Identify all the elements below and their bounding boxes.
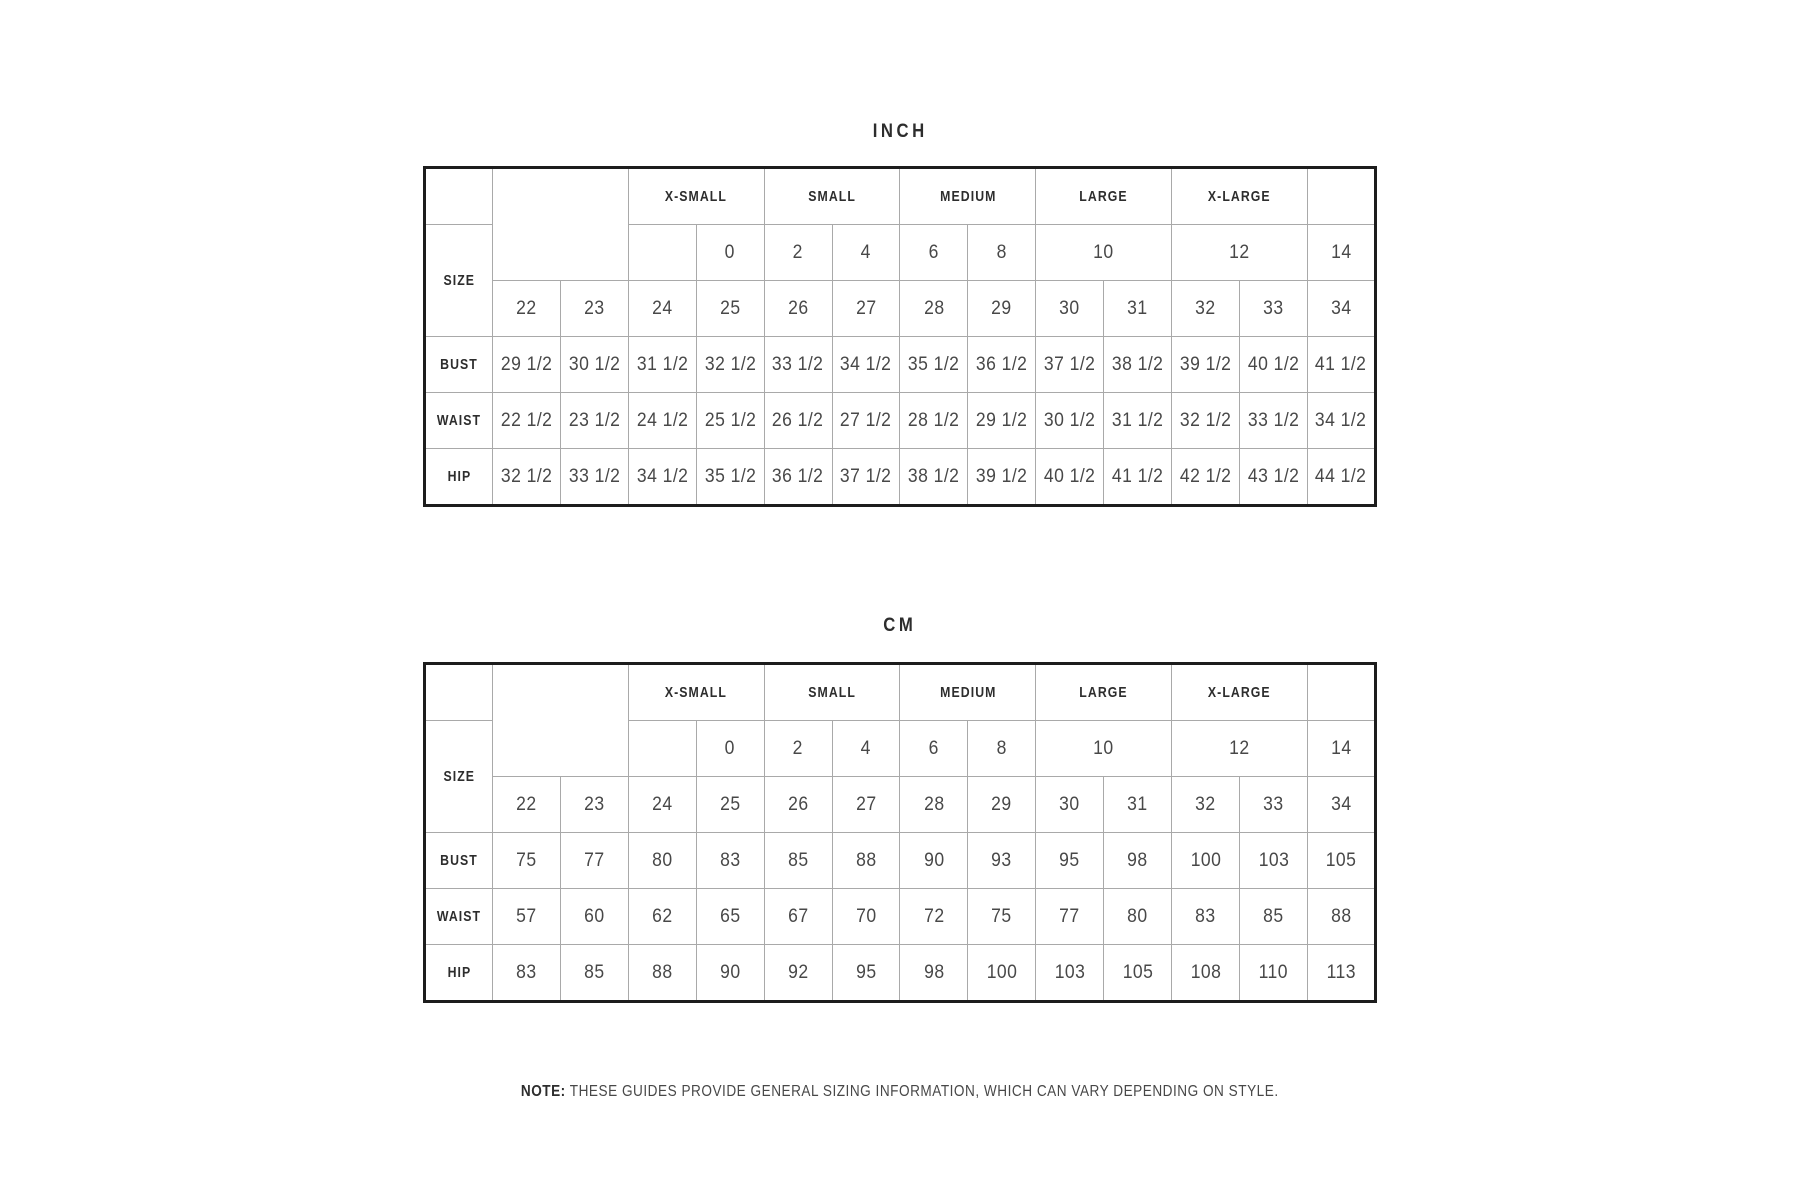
cm-bust-value-cell-9-text: 98 xyxy=(1127,849,1148,871)
inch-waist-value-cell-4 xyxy=(764,393,832,449)
inch-us-size-cell-0-text: 0 xyxy=(725,241,736,263)
cm-us-size-cell-1-text: 2 xyxy=(792,737,804,759)
inch-size-name-cell-2-text: MEDIUM xyxy=(939,187,997,205)
cm-numeric-size-cell-3 xyxy=(696,777,764,833)
inch-bust-value-cell-5 xyxy=(832,337,900,393)
inch-size-name-cell-3-text: LARGE xyxy=(1079,187,1128,205)
cm-hip-value-cell-12-text: 113 xyxy=(1326,961,1356,983)
cm-numeric-size-cell-2-text: 24 xyxy=(652,793,673,815)
cm-waist-value-cell-10-text: 83 xyxy=(1195,905,1216,927)
inch-us-size-cell-7 xyxy=(1307,225,1375,281)
inch-hip-value-cell-4-text: 36 1/2 xyxy=(772,465,824,487)
cm-bust-value-cell-2-text: 80 xyxy=(652,849,673,871)
inch-waist-value-cell-6 xyxy=(900,393,968,449)
inch-us-size-cell-6-text: 12 xyxy=(1229,241,1250,263)
cm-bust-value-cell-1 xyxy=(560,833,628,889)
inch-hip-value-cell-2-text: 34 1/2 xyxy=(636,465,688,487)
inch-waist-value-cell-9-text: 31 1/2 xyxy=(1111,409,1164,431)
cm-waist-value-cell-8-text: 77 xyxy=(1059,905,1080,927)
inch-us-size-cell-0 xyxy=(696,225,764,281)
cm-bust-value-cell-12-text: 105 xyxy=(1325,849,1357,871)
inch-bust-value-cell-6 xyxy=(900,337,968,393)
inch-size-name-cell-4 xyxy=(1172,168,1308,225)
cm-bust-value-cell-2 xyxy=(628,833,696,889)
inch-bust-value-cell-0-text: 29 1/2 xyxy=(500,353,553,375)
inch-numeric-size-cell-5 xyxy=(832,281,900,337)
inch-hip-value-cell-2 xyxy=(628,449,696,506)
cm-bust-value-cell-12 xyxy=(1307,833,1375,889)
inch-numeric-size-cell-10 xyxy=(1172,281,1240,337)
cm-bust-value-cell-3-text: 83 xyxy=(719,849,741,871)
inch-hip-value-cell-7 xyxy=(968,449,1036,506)
inch-bust-value-cell-7-text: 36 1/2 xyxy=(976,353,1028,375)
cm-waist-value-cell-5-text: 70 xyxy=(855,905,877,927)
inch-bust-value-cell-5-text: 34 1/2 xyxy=(840,353,892,375)
cm-numeric-size-cell-11-text: 33 xyxy=(1263,793,1284,815)
inch-size-name-cell-2 xyxy=(900,168,1036,225)
inch-hip-value-cell-6-text: 38 1/2 xyxy=(908,465,960,487)
inch-us-size-cell-5 xyxy=(1036,225,1172,281)
cm-corner-cell xyxy=(425,664,493,721)
cm-size-name-cell-0-text: X-SMALL xyxy=(665,683,728,701)
cm-numeric-size-cell-12 xyxy=(1307,777,1375,833)
cm-numeric-size-cell-4 xyxy=(764,777,832,833)
sizing-note-text xyxy=(521,1082,1279,1102)
cm-blank-header-cell-right xyxy=(1307,664,1375,721)
inch-us-size-cell-3 xyxy=(900,225,968,281)
cm-size-row-label-text: SIZE xyxy=(443,767,475,785)
cm-waist-value-cell-9-text: 80 xyxy=(1127,905,1148,927)
inch-size-name-cell-1-text: SMALL xyxy=(808,187,856,205)
cm-hip-value-cell-4 xyxy=(764,945,832,1002)
cm-numeric-size-cell-12-text: 34 xyxy=(1330,793,1352,815)
inch-hip-value-cell-3-text: 35 1/2 xyxy=(704,465,756,487)
inch-numeric-size-cell-12 xyxy=(1307,281,1375,337)
inch-numeric-size-cell-10-text: 32 xyxy=(1195,297,1216,319)
sizing-note xyxy=(0,1082,1800,1102)
cm-size-name-cell-1-text: SMALL xyxy=(808,683,856,701)
cm-numeric-size-cell-5-text: 27 xyxy=(855,793,877,815)
inch-numeric-size-cell-5-text: 27 xyxy=(855,297,877,319)
inch-numeric-size-cell-8 xyxy=(1036,281,1104,337)
cm-us-size-cell-5 xyxy=(1036,721,1172,777)
cm-bust-row-label-text: BUST xyxy=(440,851,478,869)
inch-waist-value-cell-1-text: 23 1/2 xyxy=(568,409,621,431)
inch-bust-value-cell-11 xyxy=(1240,337,1308,393)
cm-hip-row-label xyxy=(425,945,493,1002)
cm-us-size-cell-2 xyxy=(832,721,900,777)
cm-bust-value-cell-1-text: 77 xyxy=(584,849,605,871)
cm-hip-value-cell-10-text: 108 xyxy=(1190,961,1221,983)
inch-waist-row-label xyxy=(425,393,493,449)
inch-hip-value-cell-3 xyxy=(696,449,764,506)
inch-hip-value-cell-5 xyxy=(832,449,900,506)
inch-waist-row-label-text: WAIST xyxy=(436,411,482,429)
cm-waist-value-cell-0-text: 57 xyxy=(516,905,537,927)
inch-waist-value-cell-1 xyxy=(560,393,628,449)
cm-waist-value-cell-7-text: 75 xyxy=(991,905,1013,927)
cm-hip-value-cell-3 xyxy=(696,945,764,1002)
inch-bust-row-label xyxy=(425,337,493,393)
cm-hip-value-cell-3-text: 90 xyxy=(719,961,741,983)
cm-us-size-cell-7 xyxy=(1307,721,1375,777)
inch-bust-value-cell-8-text: 37 1/2 xyxy=(1044,353,1096,375)
cm-waist-value-cell-5 xyxy=(832,889,900,945)
inch-size-name-cell-1 xyxy=(764,168,900,225)
cm-hip-value-cell-1-text: 85 xyxy=(584,961,605,983)
inch-waist-value-cell-11 xyxy=(1240,393,1308,449)
cm-waist-value-cell-6 xyxy=(900,889,968,945)
inch-bust-value-cell-10-text: 39 1/2 xyxy=(1179,353,1232,375)
inch-hip-value-cell-8-text: 40 1/2 xyxy=(1044,465,1096,487)
cm-us-size-cell-7-text: 14 xyxy=(1330,737,1352,759)
inch-bust-value-cell-12 xyxy=(1307,337,1375,393)
inch-hip-value-cell-11 xyxy=(1240,449,1308,506)
cm-waist-value-cell-6-text: 72 xyxy=(923,905,945,927)
cm-numeric-size-cell-10-text: 32 xyxy=(1195,793,1216,815)
inch-numeric-size-cell-2-text: 24 xyxy=(652,297,673,319)
inch-numeric-size-cell-7-text: 29 xyxy=(991,297,1013,319)
cm-waist-value-cell-1 xyxy=(560,889,628,945)
inch-size-name-cell-4-text: X-LARGE xyxy=(1208,187,1271,205)
cm-size-table xyxy=(423,662,1377,1003)
cm-waist-value-cell-12-text: 88 xyxy=(1330,905,1352,927)
inch-numeric-size-cell-12-text: 34 xyxy=(1330,297,1352,319)
inch-waist-value-cell-6-text: 28 1/2 xyxy=(908,409,960,431)
cm-waist-value-cell-7 xyxy=(968,889,1036,945)
cm-hip-value-cell-7 xyxy=(968,945,1036,1002)
inch-bust-value-cell-6-text: 35 1/2 xyxy=(908,353,960,375)
inch-us-size-cell-6 xyxy=(1172,225,1308,281)
cm-size-name-cell-2 xyxy=(900,664,1036,721)
cm-waist-value-cell-3-text: 65 xyxy=(719,905,741,927)
cm-hip-value-cell-9-text: 105 xyxy=(1122,961,1154,983)
inch-size-row-label xyxy=(425,225,493,337)
cm-us-size-cell-0-text: 0 xyxy=(725,737,736,759)
cm-bust-value-cell-8 xyxy=(1036,833,1104,889)
inch-hip-value-cell-10-text: 42 1/2 xyxy=(1179,465,1232,487)
inch-numeric-size-cell-9 xyxy=(1104,281,1172,337)
cm-numeric-size-cell-6 xyxy=(900,777,968,833)
cm-waist-value-cell-0 xyxy=(492,889,560,945)
cm-numeric-size-cell-2 xyxy=(628,777,696,833)
cm-hip-value-cell-1 xyxy=(560,945,628,1002)
cm-bust-value-cell-4-text: 85 xyxy=(787,849,809,871)
cm-size-name-cell-0 xyxy=(628,664,764,721)
inch-size-row-label-text: SIZE xyxy=(443,271,475,289)
cm-hip-value-cell-10 xyxy=(1172,945,1240,1002)
inch-waist-value-cell-10-text: 32 1/2 xyxy=(1179,409,1232,431)
cm-waist-row-label xyxy=(425,889,493,945)
cm-us-size-cell-4-text: 8 xyxy=(996,737,1007,759)
inch-numeric-size-cell-8-text: 30 xyxy=(1059,297,1080,319)
cm-hip-value-cell-5-text: 95 xyxy=(855,961,877,983)
cm-waist-value-cell-9 xyxy=(1104,889,1172,945)
inch-hip-value-cell-5-text: 37 1/2 xyxy=(840,465,892,487)
cm-hip-row-label-text: HIP xyxy=(447,963,471,981)
cm-hip-value-cell-0 xyxy=(492,945,560,1002)
cm-bust-value-cell-11-text: 103 xyxy=(1258,849,1289,871)
cm-us-size-cell-0 xyxy=(696,721,764,777)
inch-waist-value-cell-2-text: 24 1/2 xyxy=(636,409,688,431)
inch-waist-value-cell-2 xyxy=(628,393,696,449)
inch-size-name-cell-3 xyxy=(1036,168,1172,225)
cm-bust-value-cell-0 xyxy=(492,833,560,889)
cm-blank-us-size-cell xyxy=(628,721,696,777)
cm-bust-value-cell-4 xyxy=(764,833,832,889)
cm-bust-value-cell-10-text: 100 xyxy=(1190,849,1221,871)
inch-waist-value-cell-5-text: 27 1/2 xyxy=(840,409,892,431)
cm-numeric-size-cell-3-text: 25 xyxy=(719,793,741,815)
inch-waist-value-cell-0-text: 22 1/2 xyxy=(500,409,553,431)
inch-hip-value-cell-0 xyxy=(492,449,560,506)
cm-bust-value-cell-3 xyxy=(696,833,764,889)
cm-hip-value-cell-2-text: 88 xyxy=(652,961,673,983)
inch-bust-value-cell-2-text: 31 1/2 xyxy=(636,353,688,375)
cm-numeric-size-cell-10 xyxy=(1172,777,1240,833)
cm-hip-value-cell-9 xyxy=(1104,945,1172,1002)
inch-numeric-size-cell-2 xyxy=(628,281,696,337)
cm-bust-value-cell-11 xyxy=(1240,833,1308,889)
inch-hip-value-cell-0-text: 32 1/2 xyxy=(500,465,553,487)
inch-hip-value-cell-12-text: 44 1/2 xyxy=(1315,465,1367,487)
cm-hip-value-cell-12 xyxy=(1307,945,1375,1002)
cm-hip-value-cell-7-text: 100 xyxy=(986,961,1018,983)
cm-bust-value-cell-10 xyxy=(1172,833,1240,889)
inch-hip-value-cell-9 xyxy=(1104,449,1172,506)
inch-bust-value-cell-11-text: 40 1/2 xyxy=(1247,353,1300,375)
cm-hip-value-cell-6-text: 98 xyxy=(923,961,945,983)
inch-us-size-cell-1-text: 2 xyxy=(792,241,804,263)
cm-hip-value-cell-4-text: 92 xyxy=(787,961,809,983)
inch-us-size-cell-2 xyxy=(832,225,900,281)
inch-waist-value-cell-7-text: 29 1/2 xyxy=(976,409,1028,431)
inch-numeric-size-cell-6 xyxy=(900,281,968,337)
cm-hip-value-cell-2 xyxy=(628,945,696,1002)
inch-numeric-size-cell-4 xyxy=(764,281,832,337)
cm-bust-value-cell-7-text: 93 xyxy=(991,849,1013,871)
cm-waist-value-cell-4-text: 67 xyxy=(787,905,809,927)
inch-hip-value-cell-10 xyxy=(1172,449,1240,506)
cm-numeric-size-cell-11 xyxy=(1240,777,1308,833)
inch-size-name-cell-0 xyxy=(628,168,764,225)
inch-numeric-size-cell-1-text: 23 xyxy=(584,297,605,319)
inch-bust-value-cell-10 xyxy=(1172,337,1240,393)
note-body: THESE GUIDES PROVIDE GENERAL SIZING INFORMATION, WHICH CAN VARY DEPENDING ON STYLE. xyxy=(570,1083,1279,1100)
cm-numeric-size-cell-9 xyxy=(1104,777,1172,833)
inch-numeric-size-cell-0-text: 22 xyxy=(516,297,537,319)
cm-numeric-size-cell-0-text: 22 xyxy=(516,793,537,815)
inch-us-size-cell-5-text: 10 xyxy=(1093,241,1114,263)
inch-waist-value-cell-7 xyxy=(968,393,1036,449)
cm-waist-value-cell-11 xyxy=(1240,889,1308,945)
cm-bust-value-cell-5 xyxy=(832,833,900,889)
cm-bust-value-cell-6 xyxy=(900,833,968,889)
cm-hip-value-cell-8 xyxy=(1036,945,1104,1002)
inch-bust-value-cell-4 xyxy=(764,337,832,393)
inch-hip-value-cell-8 xyxy=(1036,449,1104,506)
inch-bust-value-cell-3 xyxy=(696,337,764,393)
inch-waist-value-cell-8-text: 30 1/2 xyxy=(1044,409,1096,431)
inch-us-size-cell-1 xyxy=(764,225,832,281)
inch-waist-value-cell-4-text: 26 1/2 xyxy=(772,409,824,431)
inch-bust-value-cell-0 xyxy=(492,337,560,393)
inch-size-table xyxy=(423,166,1377,507)
inch-bust-value-cell-1-text: 30 1/2 xyxy=(568,353,621,375)
inch-blank-header-cell xyxy=(492,168,628,281)
inch-bust-value-cell-4-text: 33 1/2 xyxy=(772,353,824,375)
inch-numeric-size-cell-1 xyxy=(560,281,628,337)
cm-waist-row-label-text: WAIST xyxy=(436,907,482,925)
inch-us-size-cell-4 xyxy=(968,225,1036,281)
cm-numeric-size-cell-7-text: 29 xyxy=(991,793,1013,815)
inch-waist-value-cell-8 xyxy=(1036,393,1104,449)
inch-hip-value-cell-4 xyxy=(764,449,832,506)
cm-hip-value-cell-0-text: 83 xyxy=(516,961,537,983)
inch-us-size-cell-4-text: 8 xyxy=(996,241,1007,263)
inch-hip-value-cell-6 xyxy=(900,449,968,506)
inch-blank-us-size-cell xyxy=(628,225,696,281)
cm-size-name-cell-2-text: MEDIUM xyxy=(939,683,997,701)
cm-waist-value-cell-8 xyxy=(1036,889,1104,945)
inch-numeric-size-cell-7 xyxy=(968,281,1036,337)
cm-numeric-size-cell-4-text: 26 xyxy=(787,793,809,815)
cm-numeric-size-cell-9-text: 31 xyxy=(1127,793,1148,815)
inch-hip-value-cell-1-text: 33 1/2 xyxy=(568,465,621,487)
inch-bust-value-cell-7 xyxy=(968,337,1036,393)
cm-numeric-size-cell-6-text: 28 xyxy=(923,793,945,815)
inch-bust-value-cell-9 xyxy=(1104,337,1172,393)
inch-waist-value-cell-5 xyxy=(832,393,900,449)
inch-blank-header-cell-right xyxy=(1307,168,1375,225)
cm-numeric-size-cell-5 xyxy=(832,777,900,833)
cm-bust-value-cell-9 xyxy=(1104,833,1172,889)
inch-bust-row-label-text: BUST xyxy=(440,355,478,373)
inch-us-size-cell-3-text: 6 xyxy=(928,241,940,263)
cm-waist-value-cell-2 xyxy=(628,889,696,945)
cm-numeric-size-cell-0 xyxy=(492,777,560,833)
inch-numeric-size-cell-11 xyxy=(1240,281,1308,337)
inch-numeric-size-cell-11-text: 33 xyxy=(1263,297,1284,319)
cm-bust-value-cell-8-text: 95 xyxy=(1059,849,1080,871)
inch-waist-value-cell-9 xyxy=(1104,393,1172,449)
inch-hip-value-cell-9-text: 41 1/2 xyxy=(1111,465,1164,487)
cm-bust-value-cell-0-text: 75 xyxy=(516,849,537,871)
inch-numeric-size-cell-3-text: 25 xyxy=(719,297,741,319)
inch-corner-cell xyxy=(425,168,493,225)
inch-bust-value-cell-12-text: 41 1/2 xyxy=(1315,353,1367,375)
cm-size-name-cell-4-text: X-LARGE xyxy=(1208,683,1271,701)
cm-waist-value-cell-12 xyxy=(1307,889,1375,945)
cm-hip-value-cell-5 xyxy=(832,945,900,1002)
cm-us-size-cell-3-text: 6 xyxy=(928,737,940,759)
inch-waist-value-cell-10 xyxy=(1172,393,1240,449)
cm-size-name-cell-4 xyxy=(1172,664,1308,721)
inch-numeric-size-cell-6-text: 28 xyxy=(923,297,945,319)
cm-bust-value-cell-7 xyxy=(968,833,1036,889)
inch-bust-value-cell-3-text: 32 1/2 xyxy=(704,353,756,375)
inch-hip-value-cell-11-text: 43 1/2 xyxy=(1247,465,1300,487)
cm-waist-value-cell-11-text: 85 xyxy=(1263,905,1284,927)
cm-numeric-size-cell-1-text: 23 xyxy=(584,793,605,815)
note-label: NOTE: xyxy=(521,1083,566,1100)
cm-table-title-text: CM xyxy=(883,615,917,636)
inch-bust-value-cell-2 xyxy=(628,337,696,393)
inch-hip-row-label-text: HIP xyxy=(447,467,471,485)
cm-us-size-cell-6 xyxy=(1172,721,1308,777)
inch-waist-value-cell-3-text: 25 1/2 xyxy=(704,409,756,431)
cm-waist-value-cell-4 xyxy=(764,889,832,945)
cm-us-size-cell-4 xyxy=(968,721,1036,777)
cm-numeric-size-cell-8 xyxy=(1036,777,1104,833)
cm-size-name-cell-3-text: LARGE xyxy=(1079,683,1128,701)
inch-hip-row-label xyxy=(425,449,493,506)
inch-waist-value-cell-12 xyxy=(1307,393,1375,449)
inch-waist-value-cell-3 xyxy=(696,393,764,449)
inch-waist-value-cell-11-text: 33 1/2 xyxy=(1247,409,1300,431)
cm-table-title xyxy=(423,616,1377,636)
inch-table-title xyxy=(423,122,1377,142)
inch-bust-value-cell-1 xyxy=(560,337,628,393)
inch-bust-value-cell-8 xyxy=(1036,337,1104,393)
inch-bust-value-cell-9-text: 38 1/2 xyxy=(1111,353,1164,375)
cm-us-size-cell-6-text: 12 xyxy=(1229,737,1250,759)
inch-hip-value-cell-12 xyxy=(1307,449,1375,506)
cm-bust-row-label xyxy=(425,833,493,889)
cm-numeric-size-cell-8-text: 30 xyxy=(1059,793,1080,815)
inch-waist-value-cell-0 xyxy=(492,393,560,449)
inch-numeric-size-cell-0 xyxy=(492,281,560,337)
inch-numeric-size-cell-4-text: 26 xyxy=(787,297,809,319)
cm-waist-value-cell-10 xyxy=(1172,889,1240,945)
cm-size-name-cell-1 xyxy=(764,664,900,721)
inch-size-name-cell-0-text: X-SMALL xyxy=(665,187,728,205)
inch-numeric-size-cell-3 xyxy=(696,281,764,337)
cm-blank-header-cell xyxy=(492,664,628,777)
cm-bust-value-cell-6-text: 90 xyxy=(923,849,945,871)
cm-waist-value-cell-2-text: 62 xyxy=(652,905,673,927)
cm-bust-value-cell-5-text: 88 xyxy=(855,849,877,871)
inch-hip-value-cell-7-text: 39 1/2 xyxy=(976,465,1028,487)
cm-waist-value-cell-3 xyxy=(696,889,764,945)
cm-hip-value-cell-8-text: 103 xyxy=(1054,961,1086,983)
inch-table-title-text: INCH xyxy=(872,121,928,142)
cm-hip-value-cell-11-text: 110 xyxy=(1258,961,1289,983)
cm-hip-value-cell-11 xyxy=(1240,945,1308,1002)
cm-numeric-size-cell-1 xyxy=(560,777,628,833)
inch-us-size-cell-2-text: 4 xyxy=(860,241,872,263)
cm-size-row-label xyxy=(425,721,493,833)
inch-numeric-size-cell-9-text: 31 xyxy=(1127,297,1148,319)
cm-us-size-cell-5-text: 10 xyxy=(1093,737,1114,759)
inch-hip-value-cell-1 xyxy=(560,449,628,506)
cm-numeric-size-cell-7 xyxy=(968,777,1036,833)
cm-waist-value-cell-1-text: 60 xyxy=(584,905,605,927)
cm-us-size-cell-1 xyxy=(764,721,832,777)
cm-hip-value-cell-6 xyxy=(900,945,968,1002)
inch-waist-value-cell-12-text: 34 1/2 xyxy=(1315,409,1367,431)
cm-us-size-cell-3 xyxy=(900,721,968,777)
cm-size-name-cell-3 xyxy=(1036,664,1172,721)
cm-us-size-cell-2-text: 4 xyxy=(860,737,872,759)
inch-us-size-cell-7-text: 14 xyxy=(1330,241,1352,263)
